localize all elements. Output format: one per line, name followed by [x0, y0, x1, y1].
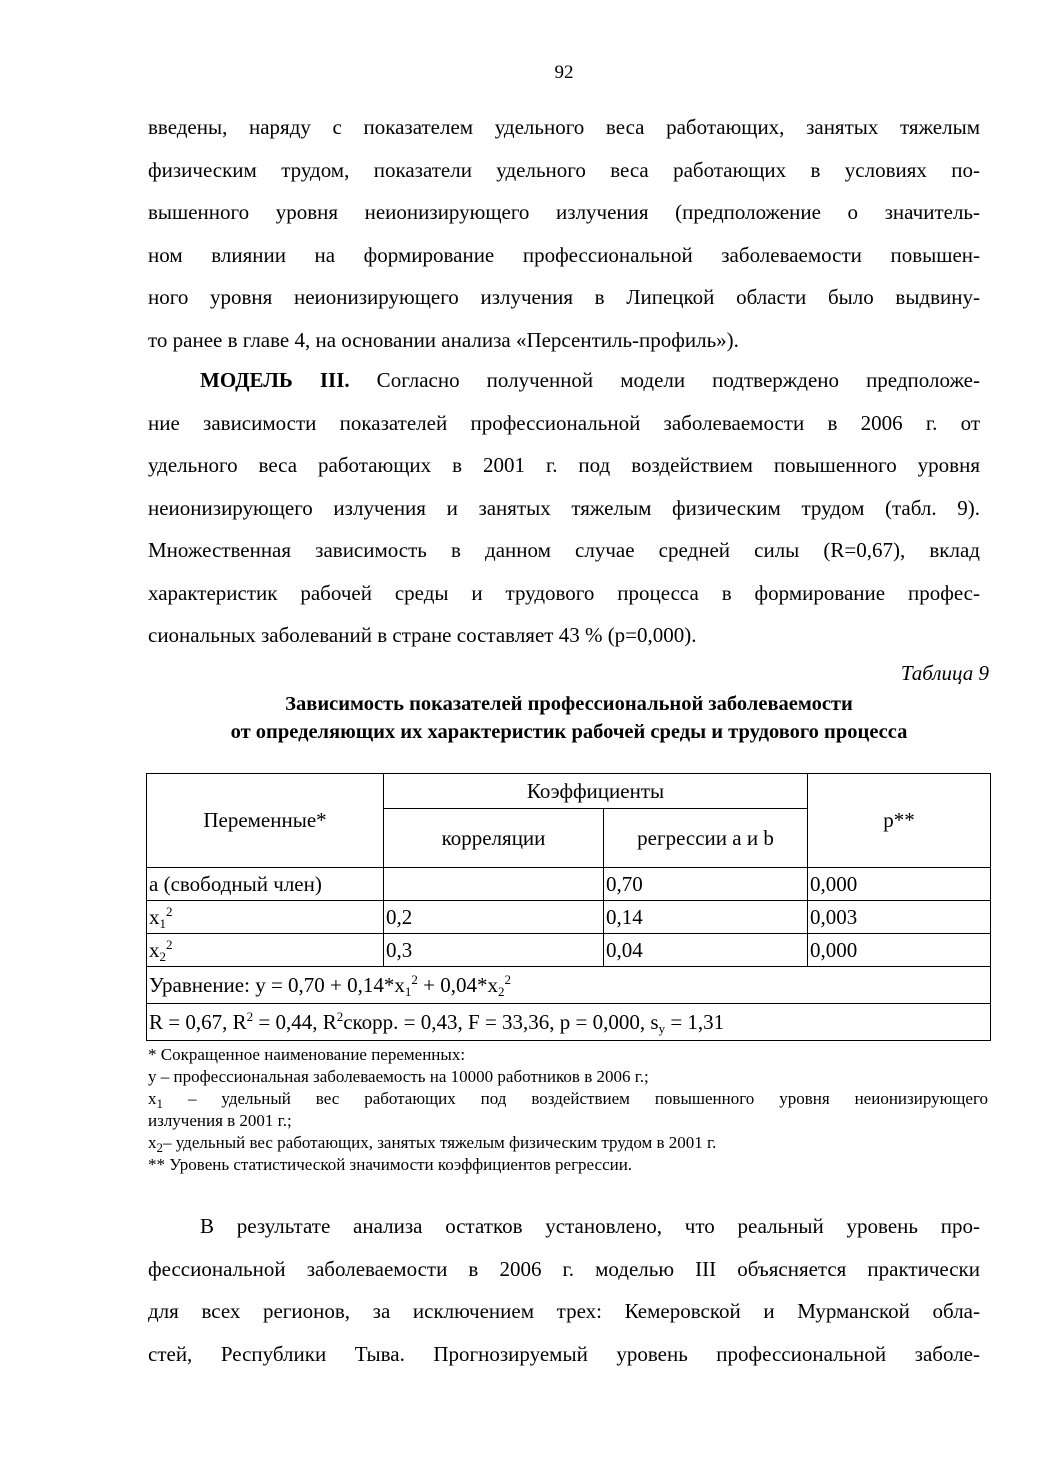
- superscript: 2: [504, 971, 511, 987]
- text-line: для всех регионов, за исключением трех: Кемеровской и Мурманской обла-: [148, 1299, 980, 1323]
- text-line: удельного веса работающих в 2001 г. под воздействием повышенного уровня: [148, 453, 980, 477]
- text-line: Множественная зависимость в данном случае средней силы (R=0,67), вклад: [148, 538, 980, 562]
- text-line: стей, Республики Тыва. Прогнозируемый уровень профессиональной заболе-: [148, 1341, 980, 1366]
- note-line: * Сокращенное наименование переменных:: [148, 1045, 466, 1064]
- header-regression: регрессии a и b: [604, 809, 808, 868]
- subscript: 2: [497, 983, 505, 999]
- subscript: y: [658, 1020, 666, 1036]
- superscript: 2: [336, 1008, 344, 1024]
- cell-regression: 0,04: [604, 934, 808, 967]
- text-line: ном влиянии на формирование профессиональной заболеваемости повышен-: [148, 242, 980, 267]
- table-row: [147, 934, 991, 967]
- note-line: [148, 1088, 988, 1110]
- equation-cell: [147, 967, 991, 1004]
- paragraph-model-3: [148, 359, 980, 657]
- header-variables: Переменные*: [147, 774, 384, 868]
- cell-p: 0,003: [808, 901, 991, 934]
- model-heading: МОДЕЛЬ III.: [200, 368, 350, 392]
- paragraph-residuals: [148, 1205, 980, 1375]
- coefficients-table: [146, 773, 991, 1041]
- cell-correlation: 0,3: [384, 934, 604, 967]
- stats-text: = 1,31: [665, 1009, 725, 1034]
- text-line: характеристик рабочей среды и трудового процесса в формирование профес-: [148, 580, 980, 605]
- table-title-line: Зависимость показателей профессиональной заболеваемости: [285, 693, 853, 715]
- subscript: 1: [159, 916, 166, 931]
- cell-correlation: [384, 868, 604, 901]
- cell-variable: a (свободный член): [147, 868, 384, 901]
- subscript: 1: [404, 983, 412, 999]
- var-symbol: x: [149, 938, 160, 962]
- cell-regression: 0,70: [604, 868, 808, 901]
- text-line: [148, 359, 980, 402]
- subscript: 1: [156, 1096, 163, 1111]
- cell-p: 0,000: [808, 868, 991, 901]
- stats-text: R = 0,67, R: [149, 1009, 247, 1034]
- text-line: то ранее в главе 4, на основании анализа «Персентиль-профиль»).: [148, 327, 739, 352]
- cell-correlation: 0,2: [384, 901, 604, 934]
- header-p: p**: [808, 774, 991, 868]
- text-line: физическим трудом, показатели удельного веса работающих в условиях по-: [148, 157, 980, 182]
- text-line: вышенного уровня неионизирующего излучения (предположение о значитель-: [148, 200, 980, 224]
- text-line: сиональных заболеваний в стране составляет 43 % (p=0,000).: [148, 623, 697, 647]
- text-line: фессиональной заболеваемости в 2006 г. моделью III объясняется практически: [148, 1256, 980, 1281]
- subscript: 2: [156, 1140, 163, 1155]
- text-line: неионизирующего излучения и занятых тяжелым физическим трудом (табл. 9).: [148, 495, 980, 520]
- table-title: [148, 690, 990, 746]
- cell-regression: 0,14: [604, 901, 808, 934]
- equation-text: Уравнение: y = 0,70 + 0,14*x: [149, 972, 405, 997]
- table-row: [147, 901, 991, 934]
- text-line: В результате анализа остатков установлено, что реальный уровень про-: [200, 1214, 980, 1238]
- subscript: 2: [159, 949, 166, 964]
- note-line: ** Уровень статистической значимости коэффициентов регрессии.: [148, 1155, 633, 1174]
- cell-variable: [147, 934, 384, 967]
- header-correlation: корреляции: [384, 809, 604, 868]
- table-label: Таблица 9: [900, 661, 989, 685]
- table-title-line: от определяющих их характеристик рабочей среды и трудового процесса: [230, 721, 908, 743]
- table-row: [147, 868, 991, 901]
- table-notes: [148, 1044, 988, 1176]
- header-coefficients: Коэффициенты: [384, 774, 808, 809]
- cell-p: 0,000: [808, 934, 991, 967]
- var-symbol: x: [148, 1089, 157, 1108]
- page-number: 92: [554, 62, 574, 83]
- var-symbol: x: [148, 1133, 157, 1152]
- text-fragment: Согласно полученной модели подтверждено предположе-: [349, 368, 980, 392]
- text-line: ного уровня неионизирующего излучения в Липецкой области было выдвину-: [148, 285, 980, 309]
- note-text: – удельный вес работающих, занятых тяжелым физическим трудом в 2001 г.: [163, 1133, 717, 1152]
- note-line: y – профессиональная заболеваемость на 10000 работников в 2006 г.;: [148, 1067, 649, 1086]
- note-line: излучения в 2001 г.;: [148, 1111, 292, 1130]
- superscript: 2: [411, 971, 418, 987]
- text-line: введены, наряду с показателем удельного веса работающих, занятых тяжелым: [148, 115, 980, 139]
- paragraph-intro: [148, 106, 980, 361]
- superscript: 2: [246, 1008, 254, 1024]
- text-line: ние зависимости показателей профессиональной заболеваемости в 2006 г. от: [148, 410, 980, 435]
- var-symbol: x: [149, 905, 160, 929]
- equation-row: [147, 967, 991, 1004]
- cell-variable: [147, 901, 384, 934]
- stats-text: скорр. = 0,43, F = 33,36, p = 0,000, s: [343, 1009, 659, 1034]
- stats-text: = 0,44, R: [253, 1009, 337, 1034]
- superscript: 2: [166, 904, 173, 919]
- stats-cell: [147, 1004, 991, 1041]
- note-text: – удельный вес работающих под воздействием повышенного уровня неионизирующего: [163, 1089, 988, 1108]
- note-line: [148, 1132, 988, 1154]
- stats-row: [147, 1004, 991, 1041]
- equation-text: + 0,04*x: [417, 972, 498, 997]
- superscript: 2: [166, 937, 173, 952]
